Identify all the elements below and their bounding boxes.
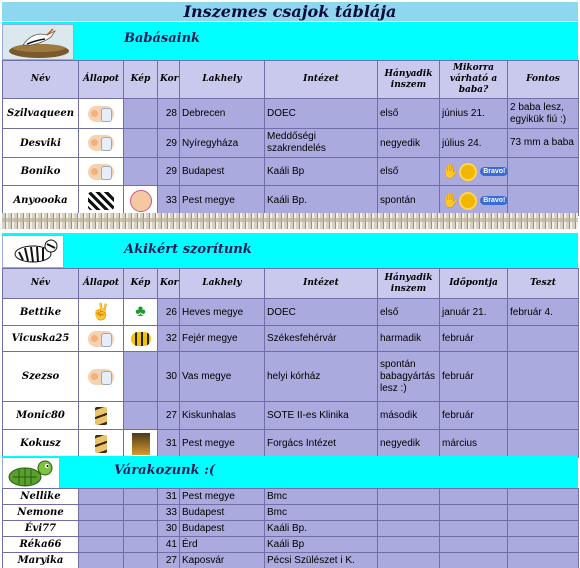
date-cell: január 21. bbox=[440, 299, 508, 326]
clover-icon: ♣ bbox=[135, 303, 146, 320]
institute-cell: Kaáli Bp bbox=[265, 158, 378, 186]
status-cell bbox=[79, 99, 124, 129]
baby-icon bbox=[88, 164, 114, 180]
note-cell bbox=[508, 186, 579, 216]
candle-icon bbox=[132, 433, 150, 455]
status-cell bbox=[79, 186, 124, 216]
attempt-cell: spontán bbox=[378, 186, 440, 216]
photo-cell bbox=[124, 430, 158, 458]
due-cell bbox=[440, 158, 508, 186]
age-cell: 31 bbox=[158, 430, 180, 458]
member-name: Monic80 bbox=[3, 402, 79, 430]
col-header: Mikorra várható a baba? bbox=[440, 61, 508, 99]
attempt-cell: első bbox=[378, 99, 440, 129]
attempt-cell: negyedik bbox=[378, 430, 440, 458]
note-cell bbox=[508, 158, 579, 186]
status-cell bbox=[79, 505, 124, 521]
child-face-icon bbox=[130, 190, 152, 212]
member-name: Bettike bbox=[3, 299, 79, 326]
table-row bbox=[3, 299, 579, 326]
member-name: Maryika bbox=[3, 553, 79, 568]
status-cell bbox=[79, 402, 124, 430]
photo-cell bbox=[124, 505, 158, 521]
attempt-cell bbox=[378, 521, 440, 537]
table-row bbox=[3, 99, 579, 129]
member-name: Réka66 bbox=[3, 537, 79, 553]
test-cell bbox=[508, 352, 579, 402]
city-cell: Érd bbox=[180, 537, 265, 553]
photo-cell bbox=[124, 521, 158, 537]
photo-cell bbox=[124, 186, 158, 216]
status-cell bbox=[79, 352, 124, 402]
status-cell bbox=[79, 489, 124, 505]
sun-smiley-icon bbox=[459, 163, 477, 181]
turtle-icon bbox=[2, 457, 60, 489]
member-name: Szilvaqueen bbox=[3, 99, 79, 129]
hourglass-icon bbox=[95, 407, 107, 425]
photo-cell bbox=[124, 553, 158, 568]
institute-cell: DOEC bbox=[265, 99, 378, 129]
member-name: Kokusz bbox=[3, 430, 79, 458]
attempt-cell bbox=[378, 489, 440, 505]
bee-icon bbox=[131, 332, 151, 346]
age-cell: 41 bbox=[158, 537, 180, 553]
member-name: Vicuska25 bbox=[3, 326, 79, 352]
note-cell: 2 baba lesz, egyikük fiú :) bbox=[508, 99, 579, 129]
test-cell: február 4. bbox=[508, 299, 579, 326]
institute-cell: helyi kórház bbox=[265, 352, 378, 402]
status-cell bbox=[79, 158, 124, 186]
table-row bbox=[3, 352, 579, 402]
col-header: Név bbox=[3, 61, 79, 99]
institute-cell: Forgács Intézet bbox=[265, 430, 378, 458]
city-cell: Budapest bbox=[180, 505, 265, 521]
table-row bbox=[3, 521, 579, 537]
attempt-cell: második bbox=[378, 402, 440, 430]
col-header: Név bbox=[3, 269, 79, 299]
waving-hand-icon: ✋ bbox=[442, 163, 460, 179]
attempt-cell bbox=[378, 553, 440, 568]
date-cell bbox=[440, 521, 508, 537]
member-name: Anyoooka bbox=[3, 186, 79, 216]
section-band-varakozunk bbox=[2, 456, 578, 488]
col-header: Intézet bbox=[265, 269, 378, 299]
test-cell bbox=[508, 553, 579, 568]
age-cell: 30 bbox=[158, 521, 180, 537]
member-name: Boniko bbox=[3, 158, 79, 186]
col-header: Kép bbox=[124, 61, 158, 99]
test-cell bbox=[508, 402, 579, 430]
test-cell bbox=[508, 430, 579, 458]
city-cell: Kiskunhalas bbox=[180, 402, 265, 430]
date-cell bbox=[440, 553, 508, 568]
due-cell bbox=[440, 186, 508, 216]
col-header: Fontos bbox=[508, 61, 579, 99]
photo-cell bbox=[124, 326, 158, 352]
status-cell bbox=[79, 521, 124, 537]
institute-cell: Székesfehérvár bbox=[265, 326, 378, 352]
table-row bbox=[3, 158, 579, 186]
col-header: Teszt bbox=[508, 269, 579, 299]
member-name: Desviki bbox=[3, 129, 79, 158]
section-band-akikert bbox=[2, 233, 578, 268]
col-header: Időpontja bbox=[440, 269, 508, 299]
age-cell: 30 bbox=[158, 352, 180, 402]
attempt-cell: első bbox=[378, 299, 440, 326]
col-header: Lakhely bbox=[180, 269, 265, 299]
section-title-babasaink: Babásaink bbox=[124, 31, 201, 46]
age-cell: 29 bbox=[158, 158, 180, 186]
due-cell: június 21. bbox=[440, 99, 508, 129]
age-cell: 27 bbox=[158, 402, 180, 430]
akikert-table bbox=[2, 268, 579, 458]
status-cell bbox=[79, 537, 124, 553]
note-cell: 73 mm a baba bbox=[508, 129, 579, 158]
babasaink-header-row bbox=[3, 61, 579, 99]
city-cell: Pest megye bbox=[180, 430, 265, 458]
photo-cell bbox=[124, 352, 158, 402]
institute-cell: Pécsi Szülészet i K. bbox=[265, 553, 378, 568]
akikert-header-row bbox=[3, 269, 579, 299]
zebra-icon bbox=[88, 192, 114, 210]
city-cell: Debrecen bbox=[180, 99, 265, 129]
table-row bbox=[3, 402, 579, 430]
bravo-badge: Bravo! bbox=[480, 167, 507, 176]
city-cell: Heves megye bbox=[180, 299, 265, 326]
attempt-cell: harmadik bbox=[378, 326, 440, 352]
varakozunk-table bbox=[2, 488, 579, 568]
babasaink-table bbox=[2, 60, 579, 216]
baby-icon bbox=[88, 331, 114, 347]
city-cell: Budapest bbox=[180, 158, 265, 186]
age-cell: 26 bbox=[158, 299, 180, 326]
date-cell: február bbox=[440, 326, 508, 352]
hourglass-icon bbox=[95, 435, 107, 453]
baby-icon bbox=[88, 369, 114, 385]
photo-cell bbox=[124, 489, 158, 505]
attempt-cell bbox=[378, 505, 440, 521]
member-name: Nellike bbox=[3, 489, 79, 505]
table-row bbox=[3, 537, 579, 553]
city-cell: Kaposvár bbox=[180, 553, 265, 568]
col-header: Intézet bbox=[265, 61, 378, 99]
section-title-varakozunk: Várakozunk :( bbox=[114, 463, 216, 478]
attempt-cell: spontán babagyártás lesz :) bbox=[378, 352, 440, 402]
table-row bbox=[3, 505, 579, 521]
table-row bbox=[3, 186, 579, 216]
test-cell bbox=[508, 521, 579, 537]
institute-cell: Bmc bbox=[265, 505, 378, 521]
institute-cell: SOTE II-es Klinika bbox=[265, 402, 378, 430]
city-cell: Pest megye bbox=[180, 489, 265, 505]
date-cell bbox=[440, 489, 508, 505]
section-band-babasaink bbox=[2, 22, 578, 60]
city-cell: Pest megye bbox=[180, 186, 265, 216]
col-header: Állapot bbox=[79, 61, 124, 99]
page-title: Inszemes csajok táblája bbox=[2, 2, 578, 21]
victory-hand-icon: ✌ bbox=[91, 304, 111, 321]
photo-cell bbox=[124, 158, 158, 186]
col-header: Kor bbox=[158, 61, 180, 99]
col-header: Lakhely bbox=[180, 61, 265, 99]
table-row bbox=[3, 553, 579, 568]
fence-divider bbox=[2, 213, 578, 229]
status-cell bbox=[79, 299, 124, 326]
col-header: Hányadik inszem bbox=[378, 61, 440, 99]
age-cell: 33 bbox=[158, 186, 180, 216]
stork-nest-icon bbox=[2, 24, 74, 60]
age-cell: 31 bbox=[158, 489, 180, 505]
test-cell bbox=[508, 537, 579, 553]
date-cell bbox=[440, 505, 508, 521]
photo-cell bbox=[124, 402, 158, 430]
bravo-badge: Bravo! bbox=[480, 196, 507, 205]
test-cell bbox=[508, 489, 579, 505]
status-cell bbox=[79, 553, 124, 568]
date-cell: március bbox=[440, 430, 508, 458]
table-row bbox=[3, 489, 579, 505]
table-row bbox=[3, 326, 579, 352]
baby-icon bbox=[88, 135, 114, 151]
test-cell bbox=[508, 326, 579, 352]
photo-cell bbox=[124, 99, 158, 129]
member-name: Évi77 bbox=[3, 521, 79, 537]
member-name: Szezso bbox=[3, 352, 79, 402]
age-cell: 33 bbox=[158, 505, 180, 521]
section-title-akikert: Akikért szorítunk bbox=[124, 242, 252, 257]
city-cell: Budapest bbox=[180, 521, 265, 537]
institute-cell: Kaáli Bp bbox=[265, 537, 378, 553]
age-cell: 32 bbox=[158, 326, 180, 352]
attempt-cell: első bbox=[378, 158, 440, 186]
date-cell bbox=[440, 537, 508, 553]
zebra-icon bbox=[2, 235, 64, 268]
due-cell: július 24. bbox=[440, 129, 508, 158]
institute-cell: Bmc bbox=[265, 489, 378, 505]
member-name: Nemone bbox=[3, 505, 79, 521]
city-cell: Vas megye bbox=[180, 352, 265, 402]
status-cell bbox=[79, 129, 124, 158]
age-cell: 29 bbox=[158, 129, 180, 158]
city-cell: Nyíregyháza bbox=[180, 129, 265, 158]
attempt-cell: negyedik bbox=[378, 129, 440, 158]
institute-cell: Meddőségi szakrendelés bbox=[265, 129, 378, 158]
date-cell: február bbox=[440, 402, 508, 430]
institute-cell: DOEC bbox=[265, 299, 378, 326]
attempt-cell bbox=[378, 537, 440, 553]
sun-smiley-icon bbox=[459, 192, 477, 210]
table-row bbox=[3, 430, 579, 458]
col-header: Kép bbox=[124, 269, 158, 299]
col-header: Állapot bbox=[79, 269, 124, 299]
institute-cell: Kaáli Bp. bbox=[265, 521, 378, 537]
photo-cell bbox=[124, 129, 158, 158]
photo-cell bbox=[124, 299, 158, 326]
age-cell: 27 bbox=[158, 553, 180, 568]
col-header: Hányadik inszem bbox=[378, 269, 440, 299]
status-cell bbox=[79, 326, 124, 352]
baby-icon bbox=[88, 106, 114, 122]
col-header: Kor bbox=[158, 269, 180, 299]
photo-cell bbox=[124, 537, 158, 553]
status-cell bbox=[79, 430, 124, 458]
waving-hand-icon: ✋ bbox=[442, 192, 460, 208]
test-cell bbox=[508, 505, 579, 521]
table-row bbox=[3, 129, 579, 158]
institute-cell: Kaáli Bp. bbox=[265, 186, 378, 216]
age-cell: 28 bbox=[158, 99, 180, 129]
date-cell: február bbox=[440, 352, 508, 402]
city-cell: Fejér megye bbox=[180, 326, 265, 352]
